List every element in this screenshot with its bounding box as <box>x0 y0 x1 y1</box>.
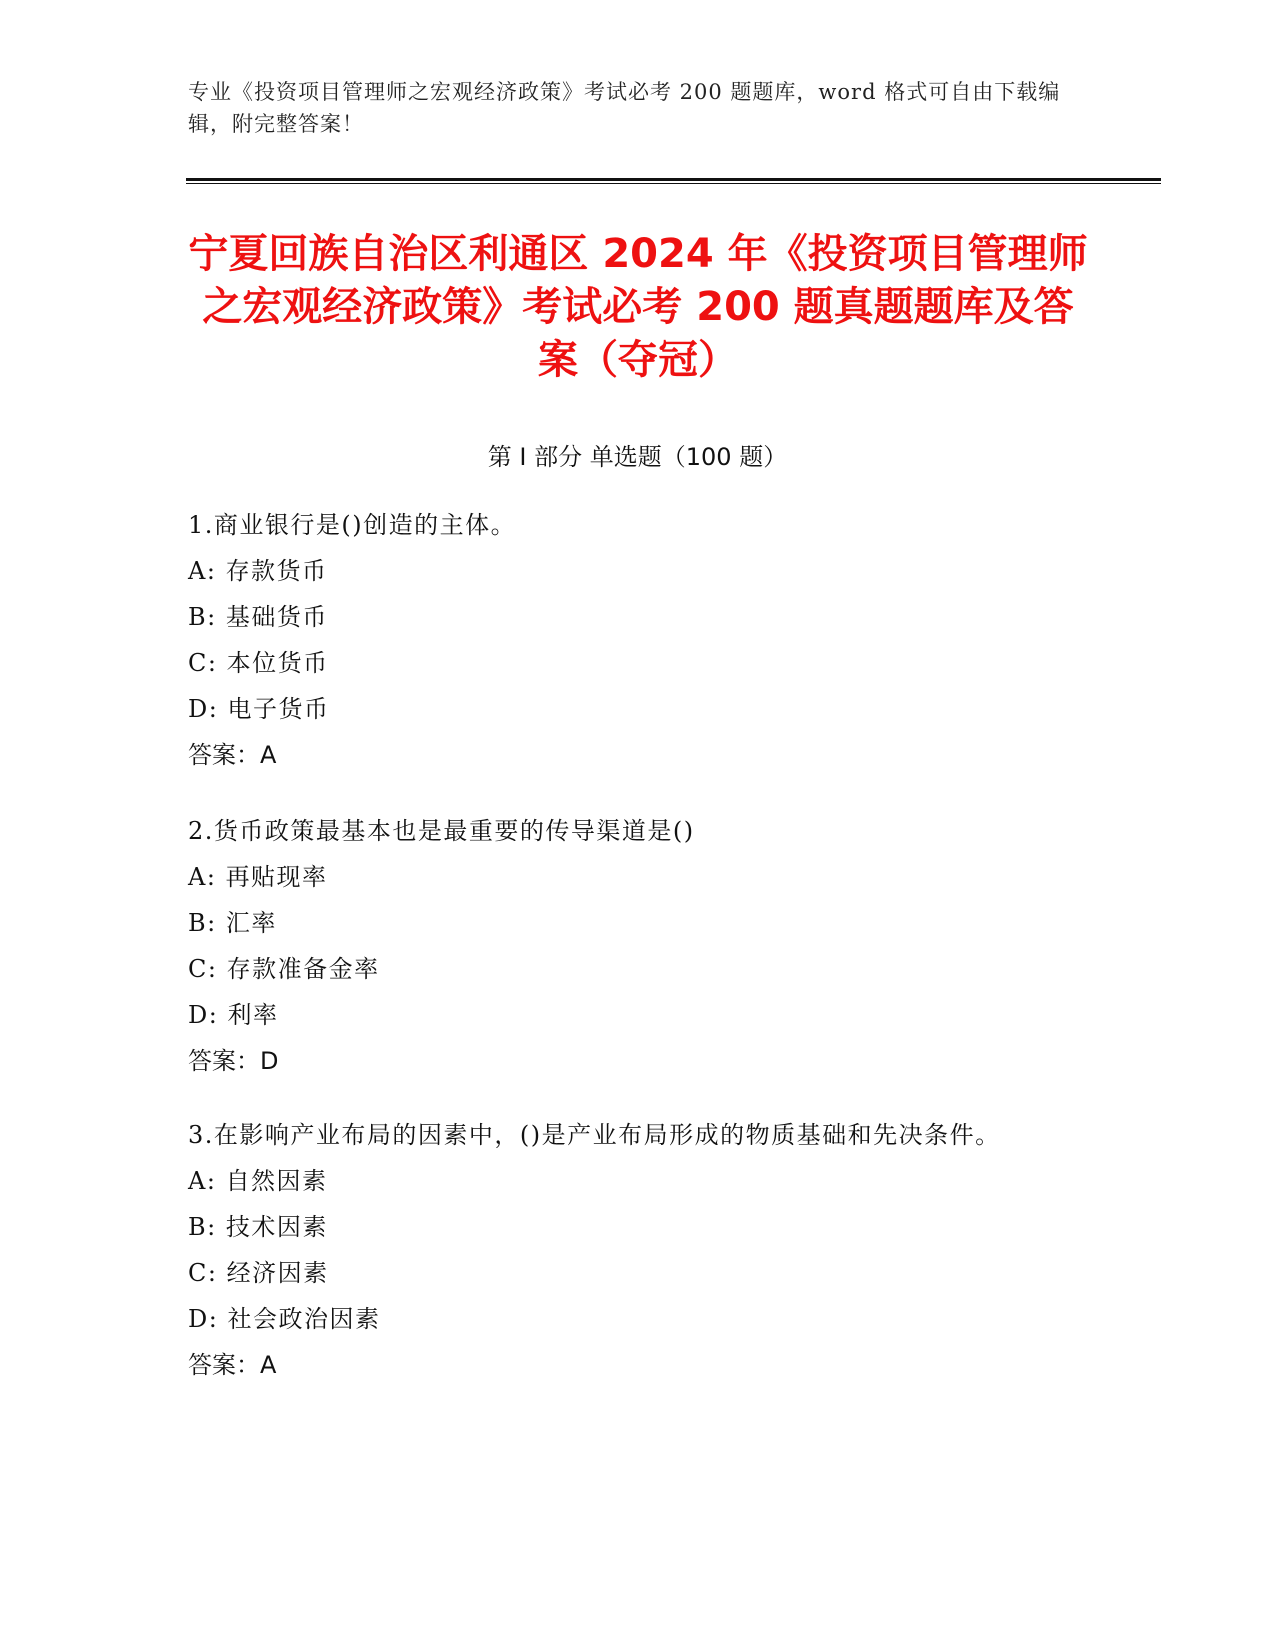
option-key: C: <box>188 1259 218 1287</box>
option-key: D: <box>188 1305 219 1333</box>
answer-label: 答案： <box>188 1351 260 1379</box>
answer-line <box>188 1342 1068 1388</box>
option-key: B: <box>188 909 217 937</box>
header-divider-thick <box>186 178 1161 181</box>
option-d <box>188 1296 1068 1342</box>
option-key: C: <box>188 649 218 677</box>
answer-value: A <box>260 741 277 769</box>
answer-label: 答案： <box>188 1047 260 1075</box>
option-text: 社会政治因素 <box>227 1305 381 1333</box>
option-a <box>188 1158 1068 1204</box>
question-stem: 3.在影响产业布局的因素中，()是产业布局形成的物质基础和先决条件。 <box>188 1121 1001 1149</box>
question-2 <box>188 808 1068 1084</box>
option-key: A: <box>188 863 217 891</box>
header-note: 专业《投资项目管理师之宏观经济政策》考试必考 200 题题库，word 格式可自由下载编辑，附完整答案！ <box>188 80 1061 136</box>
question-stem: 1.商业银行是()创造的主体。 <box>188 511 517 539</box>
option-key: B: <box>188 603 217 631</box>
option-text: 技术因素 <box>225 1213 328 1241</box>
option-key: D: <box>188 695 219 723</box>
answer-line <box>188 732 1068 778</box>
question-stem: 2.货币政策最基本也是最重要的传导渠道是() <box>188 817 695 845</box>
option-c <box>188 1250 1068 1296</box>
section-heading: 第 I 部分 单选题（100 题） <box>487 443 788 471</box>
option-key: A: <box>188 1167 217 1195</box>
option-text: 存款准备金率 <box>226 955 380 983</box>
option-key: B: <box>188 1213 217 1241</box>
option-text: 存款货币 <box>225 557 328 585</box>
option-text: 经济因素 <box>226 1259 329 1287</box>
option-a <box>188 854 1068 900</box>
option-key: D: <box>188 1001 219 1029</box>
option-text: 本位货币 <box>226 649 329 677</box>
answer-value: D <box>260 1047 279 1075</box>
option-a <box>188 548 1068 594</box>
option-b <box>188 900 1068 946</box>
option-text: 再贴现率 <box>225 863 328 891</box>
option-d <box>188 992 1068 1038</box>
option-c <box>188 640 1068 686</box>
option-c <box>188 946 1068 992</box>
document-title: 宁夏回族自治区利通区 2024 年《投资项目管理师之宏观经济政策》考试必考 200 题真题题库及答案（夺冠） <box>188 231 1088 383</box>
option-key: A: <box>188 557 217 585</box>
answer-label: 答案： <box>188 741 260 769</box>
header-divider-thin <box>186 183 1161 184</box>
option-d <box>188 686 1068 732</box>
answer-value: A <box>260 1351 277 1379</box>
option-text: 电子货币 <box>227 695 330 723</box>
option-text: 利率 <box>227 1001 279 1029</box>
question-1 <box>188 502 1068 778</box>
option-text: 自然因素 <box>225 1167 328 1195</box>
option-key: C: <box>188 955 218 983</box>
option-b <box>188 1204 1068 1250</box>
option-text: 汇率 <box>225 909 277 937</box>
option-b <box>188 594 1068 640</box>
question-3 <box>188 1112 1068 1388</box>
option-text: 基础货币 <box>225 603 328 631</box>
answer-line <box>188 1038 1068 1084</box>
